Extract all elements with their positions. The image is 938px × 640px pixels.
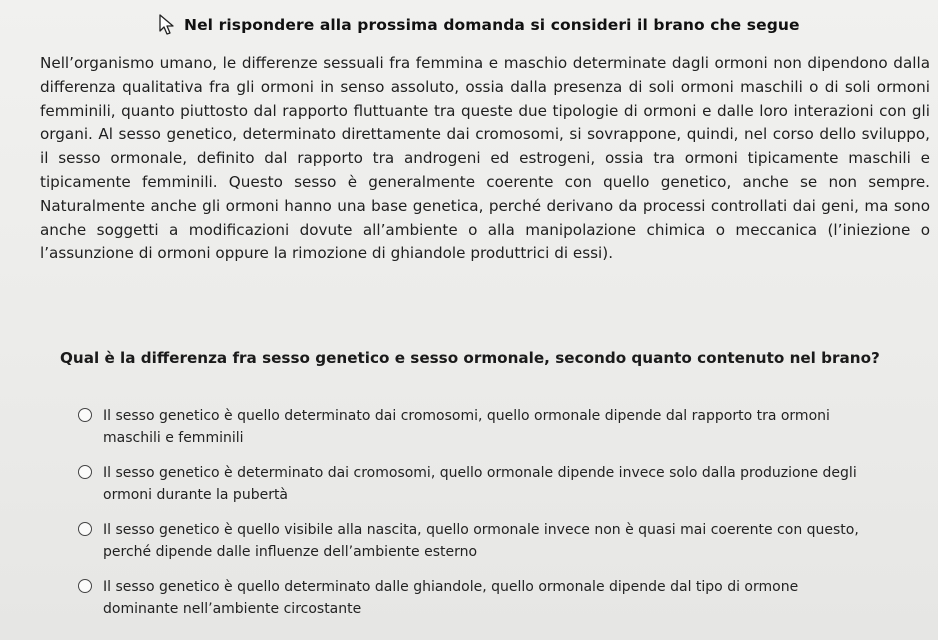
radio-button[interactable]	[78, 522, 92, 536]
reading-passage: Nell’organismo umano, le differenze sessuali fra femmina e maschio determinate dagli ormoni non dipendono dalla differenza qualitativa fra gli ormoni in senso assoluto, ossia dalla presenza di soli ormoni maschili o di soli ormoni femminili, quanto piuttosto dal rapporto fluttuante tra queste due tipologie di ormoni e dalle loro interazioni con gli organi. Al sesso genetico, determinato direttamente dai cromosomi, si sovrappone, quindi, nel corso dello sviluppo, il sesso ormonale, definito dal rapporto tra androgeni ed estrogeni, ossia tra ormoni tipicamente maschili e tipicamente femminili. Questo sesso è generalmente coerente con quello genetico, anche se non sempre. Naturalmente anche gli ormoni hanno una base genetica, perché derivano da processi controllati dai geni, ma sono anche soggetti a modificazioni dovute all’ambiente o alla manipolazione chimica o meccanica (l’iniezione o l’assunzione di ormoni oppure la rimozione di ghiandole produttrici di essi).	[40, 54, 930, 263]
answer-option-label: Il sesso genetico è quello visibile alla nascita, quello ormonale invece non è quasi mai coerente con questo, perché dipende dalle influenze dell’ambiente esterno	[103, 522, 859, 560]
answer-option-1[interactable]	[78, 405, 878, 449]
answer-options	[78, 405, 878, 633]
answer-option-label: Il sesso genetico è quello determinato dalle ghiandole, quello ormonale dipende dal tipo di ormone dominante nell’ambiente circostante	[103, 579, 799, 617]
answer-option-3[interactable]	[78, 519, 878, 563]
mouse-pointer-icon	[158, 14, 176, 36]
question-text: Qual è la differenza fra sesso genetico e sesso ormonale, secondo quanto contenuto nel brano?	[60, 349, 880, 367]
instruction-title: Nel rispondere alla prossima domanda si consideri il brano che segue	[184, 16, 800, 34]
radio-button[interactable]	[78, 579, 92, 593]
radio-button[interactable]	[78, 408, 92, 422]
instruction-header	[158, 14, 800, 36]
radio-button[interactable]	[78, 465, 92, 479]
answer-option-2[interactable]	[78, 462, 878, 506]
answer-option-label: Il sesso genetico è determinato dai cromosomi, quello ormonale dipende invece solo dalla produzione degli ormoni durante la pubertà	[103, 465, 857, 503]
answer-option-4[interactable]	[78, 576, 878, 620]
answer-option-label: Il sesso genetico è quello determinato dai cromosomi, quello ormonale dipende dal rapporto tra ormoni maschili e femminili	[103, 408, 830, 446]
